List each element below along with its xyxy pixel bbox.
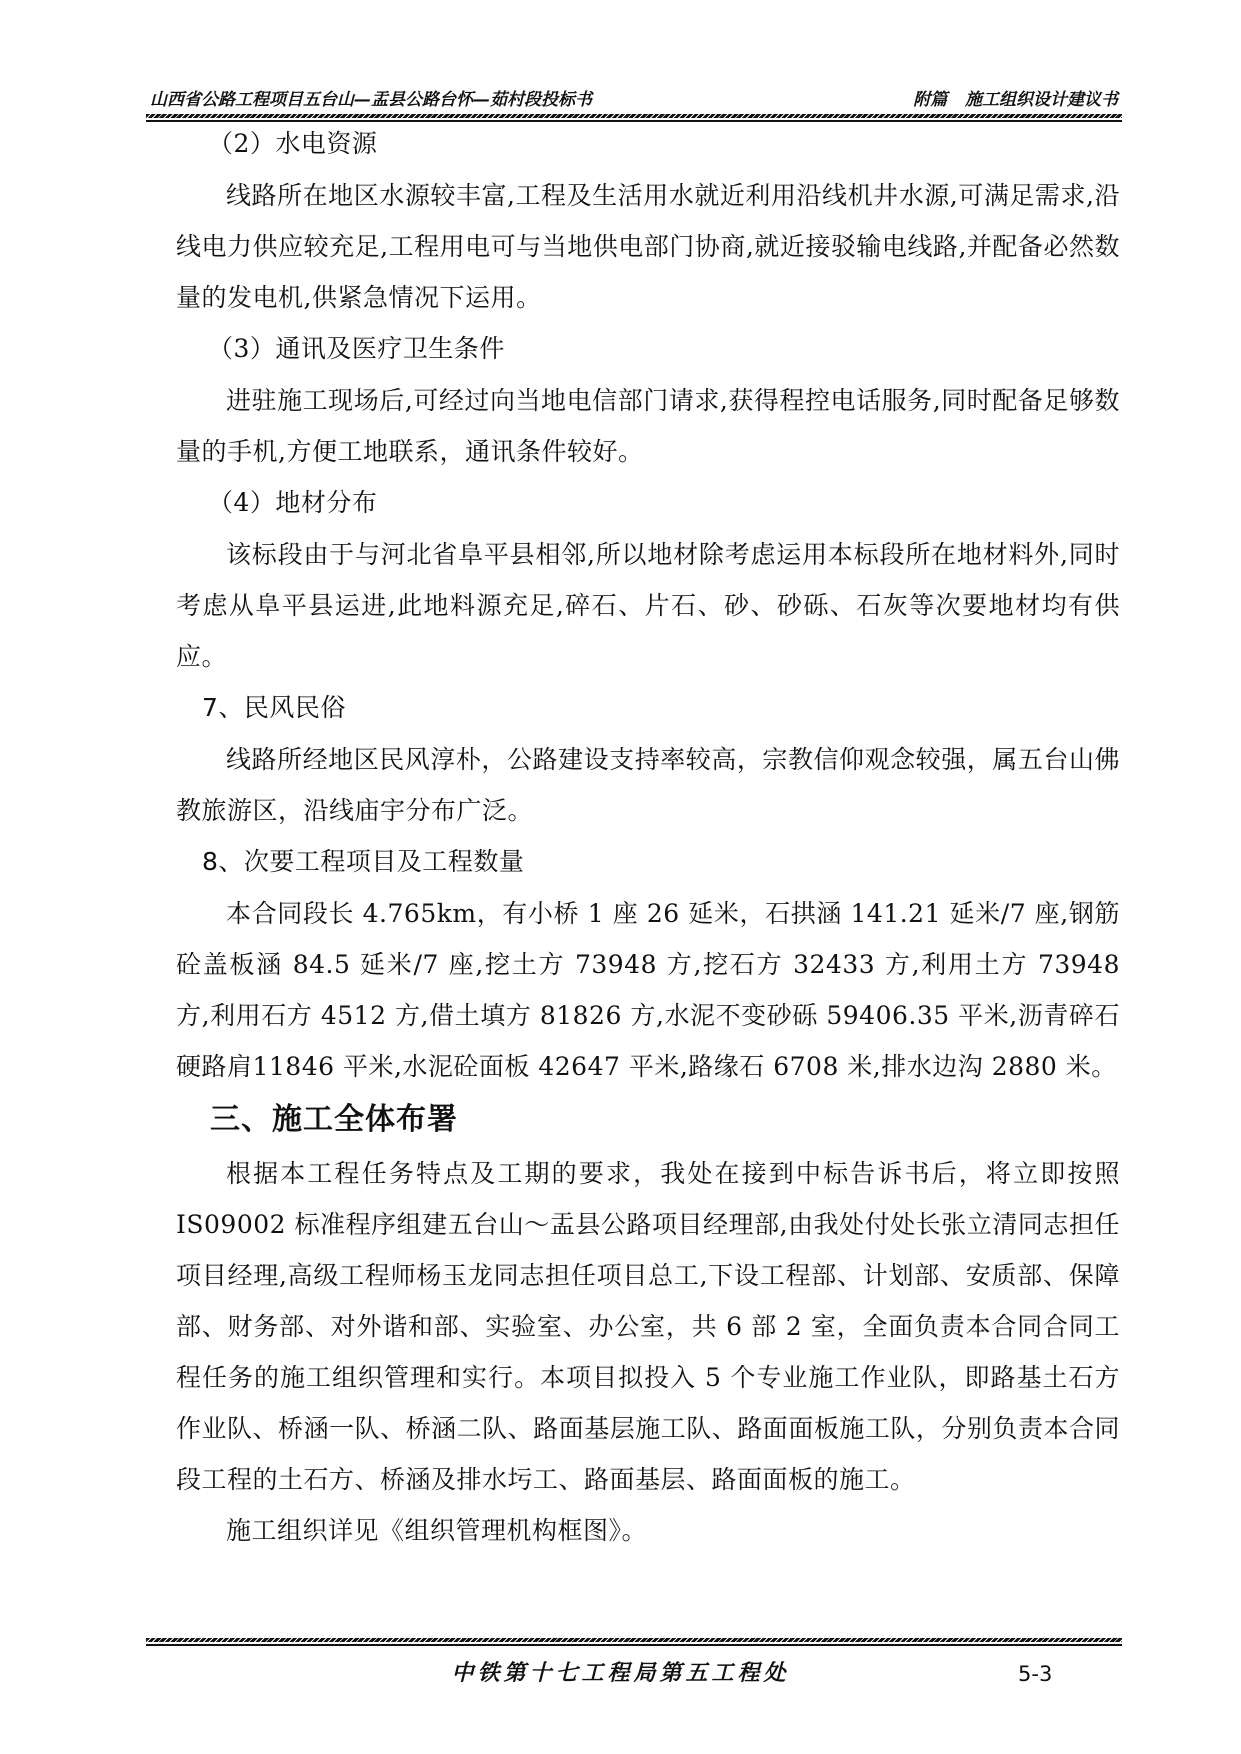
footer-organization: 中铁第十七工程局第五工程处 [451, 1660, 790, 1686]
paragraph-quantities: 本合同段长 4.765km，有小桥 1 座 26 延米，石拱涵 141.21 延米/7 座,钢筋砼盖板涵 84.5 延米/7 座,挖土方 73948 方,挖石方 32433 方,利用土方 73948 方,利用石方 4512 方,借土填方 81826 方,水泥不变砂砾 59406.35 平米,沥青碎石硬路肩11846 平米,水泥砼面板 42647 平米,路缘石 6708 米,排水边沟 2880 米。 [176, 899, 1120, 1081]
page-body [176, 118, 1120, 1556]
section-heading-deployment: 三、施工全体布署 [210, 1102, 458, 1137]
subheading-materials: （4）地材分布 [208, 488, 378, 517]
paragraph-water-power: 线路所在地区水源较丰富,工程及生活用水就近利用沿线机井水源,可满足需求,沿线电力供应较充足,工程用电可与当地供电部门协商,就近接驳输电线路,并配备必然数量的发电机,供紧急情况下运用。 [176, 181, 1120, 312]
paragraph-communication: 进驻施工现场后,可经过向当地电信部门请求,获得程控电话服务,同时配备足够数量的手机,方便工地联系，通讯条件较好。 [176, 386, 1120, 466]
subheading-communication: （3）通讯及医疗卫生条件 [208, 334, 505, 363]
page-header [150, 88, 1118, 112]
heading-customs: 7、民风民俗 [202, 693, 346, 722]
heading-quantities: 8、次要工程项目及工程数量 [202, 847, 525, 876]
page-number: 5-3 [1018, 1662, 1053, 1686]
paragraph-materials: 该标段由于与河北省阜平县相邻,所以地材除考虑运用本标段所在地材料外,同时考虑从阜平县运进,此地料源充足,碎石、片石、砂、砂砾、石灰等次要地材均有供应。 [176, 540, 1120, 671]
header-document-title: 山西省公路工程项目五台山—盂县公路台怀—茹村段投标书 [150, 90, 592, 110]
subheading-water-power: （2）水电资源 [208, 129, 378, 158]
footer-rule [146, 1638, 1122, 1646]
header-section-title: 附篇 施工组织设计建议书 [913, 90, 1118, 110]
paragraph-org-chart-reference: 施工组织详见《组织管理机构框图》。 [226, 1516, 648, 1545]
paragraph-customs: 线路所经地区民风淳朴，公路建设支持率较高，宗教信仰观念较强，属五台山佛教旅游区，沿线庙宇分布广泛。 [176, 745, 1120, 825]
paragraph-deployment: 根据本工程任务特点及工期的要求，我处在接到中标告诉书后，将立即按照IS09002 标准程序组建五台山～盂县公路项目经理部,由我处付处长张立清同志担任项目经理,高级工程师杨玉龙同志担任项目总工,下设工程部、计划部、安质部、保障部、财务部、对外谐和部、实验室、办公室，共 6 部 2 室，全面负责本合同合同工程任务的施工组织管理和实行。本项目拟投入 5 个专业施工作业队，即路基土石方作业队、桥涵一队、桥涵二队、路面基层施工队、路面面板施工队，分别负责本合同段工程的土石方、桥涵及排水圬工、路面基层、路面面板的施工。 [176, 1159, 1120, 1494]
